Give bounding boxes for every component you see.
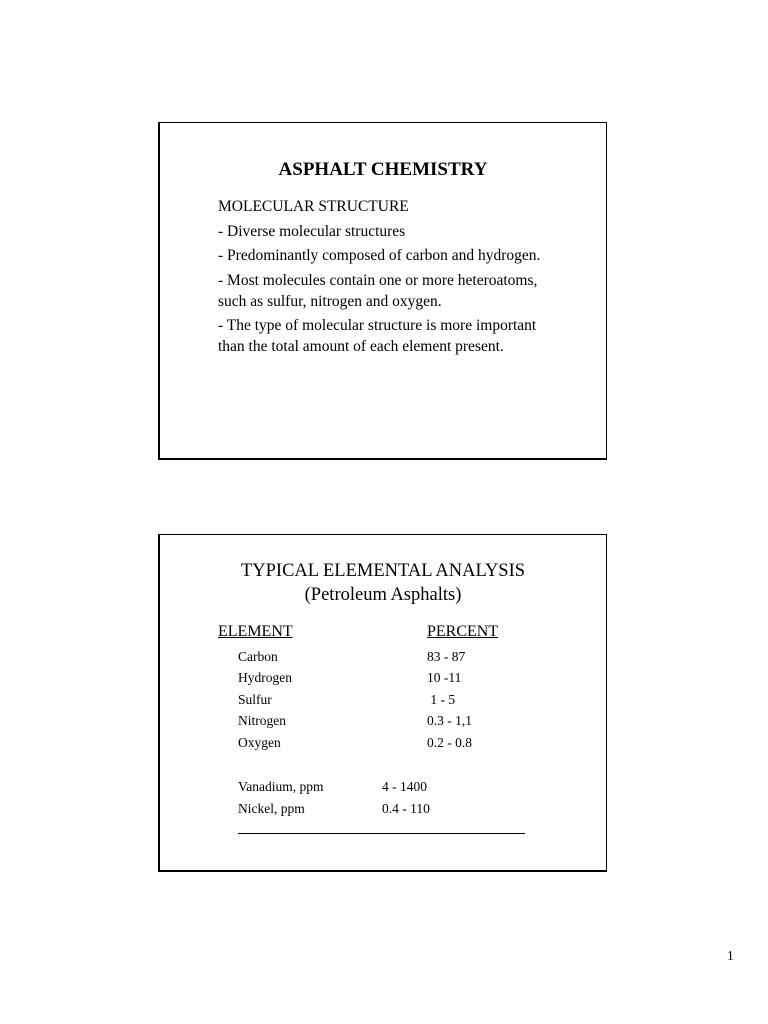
slide-body bbox=[218, 196, 548, 361]
page-number: 1 bbox=[727, 948, 734, 963]
element-percent: 83 - 87 bbox=[427, 649, 466, 664]
bullet-point: - Diverse molecular structures bbox=[218, 222, 406, 240]
bullet-point: - The type of molecular structure is more important than the total amount of each element present. bbox=[218, 317, 537, 355]
bullet-point: - Most molecules contain one or more heteroatoms, such as sulfur, nitrogen and oxygen. bbox=[218, 271, 538, 310]
subtitle-line: (Petroleum Asphalts) bbox=[304, 585, 462, 605]
slide-elemental-analysis bbox=[158, 534, 607, 872]
element-name: Oxygen bbox=[238, 735, 281, 750]
slide-title bbox=[160, 559, 606, 607]
slide-asphalt-chemistry bbox=[158, 122, 607, 460]
element-name: Hydrogen bbox=[238, 670, 292, 685]
bullet-point: - Predominantly composed of carbon and hydrogen. bbox=[218, 247, 541, 264]
element-name: Sulfur bbox=[238, 692, 272, 707]
trace-element-value: 0.4 - 110 bbox=[382, 801, 430, 816]
trace-element-value: 4 - 1400 bbox=[382, 779, 427, 794]
element-percent: 1 - 5 bbox=[427, 692, 456, 707]
element-name: Nitrogen bbox=[238, 713, 286, 728]
column-header-element: ELEMENT bbox=[218, 623, 293, 640]
element-percent: 0.2 - 0.8 bbox=[427, 735, 472, 750]
trace-element-name: Vanadium, ppm bbox=[238, 779, 324, 794]
title-line: TYPICAL ELEMENTAL ANALYSIS bbox=[240, 561, 526, 581]
element-name: Carbon bbox=[238, 649, 278, 664]
slide-title: ASPHALT CHEMISTRY bbox=[278, 159, 488, 180]
table-bottom-rule bbox=[238, 833, 525, 834]
element-percent: 10 -11 bbox=[427, 670, 462, 685]
element-percent: 0.3 - 1,1 bbox=[427, 713, 472, 728]
section-heading: MOLECULAR STRUCTURE bbox=[218, 198, 409, 215]
column-header-percent: PERCENT bbox=[427, 623, 499, 640]
trace-element-name: Nickel, ppm bbox=[238, 801, 305, 816]
